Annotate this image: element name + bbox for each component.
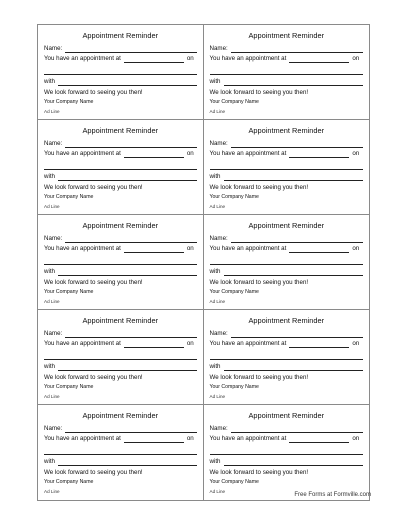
date-blank-line[interactable] <box>44 348 197 360</box>
on-label: on <box>352 150 360 157</box>
date-blank-line[interactable] <box>44 158 197 170</box>
appointment-label: You have an appointment at <box>44 150 121 157</box>
date-blank-line[interactable] <box>210 253 364 265</box>
name-blank-line[interactable] <box>231 426 363 433</box>
company-name: Your Company Name <box>209 99 259 105</box>
name-label: Name: <box>44 330 63 337</box>
closing-text: We look forward to seeing you then! <box>44 89 143 96</box>
ad-line: Ad Line <box>44 204 60 209</box>
with-label: with <box>209 363 221 370</box>
closing-text: We look forward to seeing you then! <box>44 279 143 286</box>
name-row <box>44 328 197 338</box>
with-row <box>44 171 197 181</box>
time-blank-line[interactable] <box>124 246 184 253</box>
with-blank-line[interactable] <box>224 459 363 466</box>
name-blank-line[interactable] <box>65 331 196 338</box>
date-blank-line[interactable] <box>44 253 197 265</box>
name-row <box>210 43 364 53</box>
name-label: Name: <box>209 330 228 337</box>
appointment-label: You have an appointment at <box>209 435 287 442</box>
appointment-label: You have an appointment at <box>209 340 287 347</box>
name-label: Name: <box>209 140 228 147</box>
footer-credit: Free Forms at Formville.com <box>294 492 371 498</box>
name-row <box>44 43 197 53</box>
with-blank-line[interactable] <box>224 79 363 86</box>
ad-line: Ad Line <box>209 109 226 114</box>
company-name: Your Company Name <box>209 479 259 485</box>
time-blank-line[interactable] <box>289 341 349 348</box>
ad-line: Ad Line <box>209 299 226 304</box>
card-title: Appointment Reminder <box>248 411 325 420</box>
with-label: with <box>44 268 56 275</box>
date-blank-line[interactable] <box>210 63 364 75</box>
with-row <box>210 76 364 86</box>
with-row <box>44 76 197 86</box>
ad-line: Ad Line <box>44 394 60 399</box>
card-title: Appointment Reminder <box>82 316 159 325</box>
reminder-card <box>38 405 204 500</box>
name-blank-line[interactable] <box>65 236 196 243</box>
name-row <box>44 138 197 148</box>
card-title: Appointment Reminder <box>82 126 159 135</box>
name-blank-line[interactable] <box>231 141 363 148</box>
on-label: on <box>352 55 360 62</box>
with-label: with <box>44 458 56 465</box>
with-row <box>210 266 364 276</box>
ad-line: Ad Line <box>209 489 226 494</box>
company-name: Your Company Name <box>209 384 259 390</box>
with-blank-line[interactable] <box>58 269 196 276</box>
closing-text: We look forward to seeing you then! <box>209 374 309 381</box>
appointment-label: You have an appointment at <box>44 340 121 347</box>
with-blank-line[interactable] <box>224 174 363 181</box>
card-title: Appointment Reminder <box>82 221 159 230</box>
name-label: Name: <box>44 235 63 242</box>
closing-text: We look forward to seeing you then! <box>44 469 143 476</box>
name-row <box>44 423 197 433</box>
closing-text: We look forward to seeing you then! <box>44 374 143 381</box>
appointment-row <box>44 53 197 63</box>
company-name: Your Company Name <box>44 99 94 105</box>
name-blank-line[interactable] <box>231 236 363 243</box>
appointment-label: You have an appointment at <box>209 245 287 252</box>
reminder-card <box>204 25 370 120</box>
name-blank-line[interactable] <box>231 331 363 338</box>
with-row <box>210 456 364 466</box>
with-blank-line[interactable] <box>58 459 196 466</box>
ad-line: Ad Line <box>44 109 60 114</box>
reminder-card <box>204 310 370 405</box>
card-title: Appointment Reminder <box>82 31 159 40</box>
reminder-card <box>204 120 370 215</box>
reminder-card <box>38 25 204 120</box>
card-title: Appointment Reminder <box>248 126 325 135</box>
with-row <box>44 456 197 466</box>
on-label: on <box>352 435 360 442</box>
name-label: Name: <box>209 425 228 432</box>
appointment-row <box>210 53 364 63</box>
company-name: Your Company Name <box>44 479 94 485</box>
appointment-label: You have an appointment at <box>44 435 121 442</box>
with-label: with <box>44 173 56 180</box>
card-title: Appointment Reminder <box>248 316 325 325</box>
name-blank-line[interactable] <box>65 141 196 148</box>
time-blank-line[interactable] <box>289 246 349 253</box>
name-blank-line[interactable] <box>65 426 196 433</box>
with-row <box>44 266 197 276</box>
reminder-card <box>38 215 204 310</box>
appointment-row <box>210 433 364 443</box>
company-name: Your Company Name <box>209 289 259 295</box>
name-row <box>210 328 364 338</box>
time-blank-line[interactable] <box>124 436 184 443</box>
closing-text: We look forward to seeing you then! <box>44 184 143 191</box>
name-label: Name: <box>209 45 228 52</box>
appointment-row <box>210 243 364 253</box>
card-title: Appointment Reminder <box>248 221 325 230</box>
date-blank-line[interactable] <box>44 63 197 75</box>
card-title: Appointment Reminder <box>248 31 325 40</box>
with-label: with <box>44 78 56 85</box>
time-blank-line[interactable] <box>289 56 349 63</box>
with-row <box>210 171 364 181</box>
with-blank-line[interactable] <box>224 269 363 276</box>
appointment-row <box>44 433 197 443</box>
name-row <box>210 233 364 243</box>
closing-text: We look forward to seeing you then! <box>209 89 309 96</box>
company-name: Your Company Name <box>44 384 94 390</box>
company-name: Your Company Name <box>209 194 259 200</box>
name-row <box>210 138 364 148</box>
time-blank-line[interactable] <box>124 151 184 158</box>
appointment-row <box>44 338 197 348</box>
closing-text: We look forward to seeing you then! <box>209 184 309 191</box>
with-label: with <box>209 268 221 275</box>
name-row <box>210 423 364 433</box>
card-title: Appointment Reminder <box>82 411 159 420</box>
with-row <box>44 361 197 371</box>
on-label: on <box>186 55 194 62</box>
on-label: on <box>352 245 360 252</box>
reminder-card <box>204 405 370 500</box>
with-row <box>210 361 364 371</box>
on-label: on <box>186 435 194 442</box>
name-label: Name: <box>209 235 228 242</box>
appointment-label: You have an appointment at <box>209 55 287 62</box>
time-blank-line[interactable] <box>124 341 184 348</box>
date-blank-line[interactable] <box>210 348 364 360</box>
with-label: with <box>209 78 221 85</box>
ad-line: Ad Line <box>209 394 226 399</box>
with-label: with <box>209 173 221 180</box>
name-label: Name: <box>44 140 63 147</box>
on-label: on <box>352 340 360 347</box>
ad-line: Ad Line <box>44 489 60 494</box>
appointment-row <box>44 148 197 158</box>
with-label: with <box>44 363 56 370</box>
with-blank-line[interactable] <box>58 79 196 86</box>
reminder-card <box>38 120 204 215</box>
with-label: with <box>209 458 221 465</box>
reminder-card <box>204 215 370 310</box>
date-blank-line[interactable] <box>44 443 197 455</box>
with-blank-line[interactable] <box>224 364 363 371</box>
reminder-card-grid <box>37 24 370 501</box>
ad-line: Ad Line <box>209 204 226 209</box>
on-label: on <box>186 245 194 252</box>
time-blank-line[interactable] <box>289 151 349 158</box>
company-name: Your Company Name <box>44 289 94 295</box>
with-blank-line[interactable] <box>58 174 196 181</box>
time-blank-line[interactable] <box>124 56 184 63</box>
appointment-label: You have an appointment at <box>209 150 287 157</box>
with-blank-line[interactable] <box>58 364 196 371</box>
time-blank-line[interactable] <box>289 436 349 443</box>
name-blank-line[interactable] <box>65 46 196 53</box>
name-label: Name: <box>44 425 63 432</box>
closing-text: We look forward to seeing you then! <box>209 279 309 286</box>
appointment-label: You have an appointment at <box>44 245 121 252</box>
name-blank-line[interactable] <box>231 46 363 53</box>
appointment-row <box>210 338 364 348</box>
name-label: Name: <box>44 45 63 52</box>
appointment-label: You have an appointment at <box>44 55 121 62</box>
on-label: on <box>186 150 194 157</box>
company-name: Your Company Name <box>44 194 94 200</box>
closing-text: We look forward to seeing you then! <box>209 469 309 476</box>
ad-line: Ad Line <box>44 299 60 304</box>
reminder-card <box>38 310 204 405</box>
on-label: on <box>186 340 194 347</box>
date-blank-line[interactable] <box>210 158 364 170</box>
appointment-row <box>44 243 197 253</box>
name-row <box>44 233 197 243</box>
appointment-row <box>210 148 364 158</box>
date-blank-line[interactable] <box>210 443 364 455</box>
